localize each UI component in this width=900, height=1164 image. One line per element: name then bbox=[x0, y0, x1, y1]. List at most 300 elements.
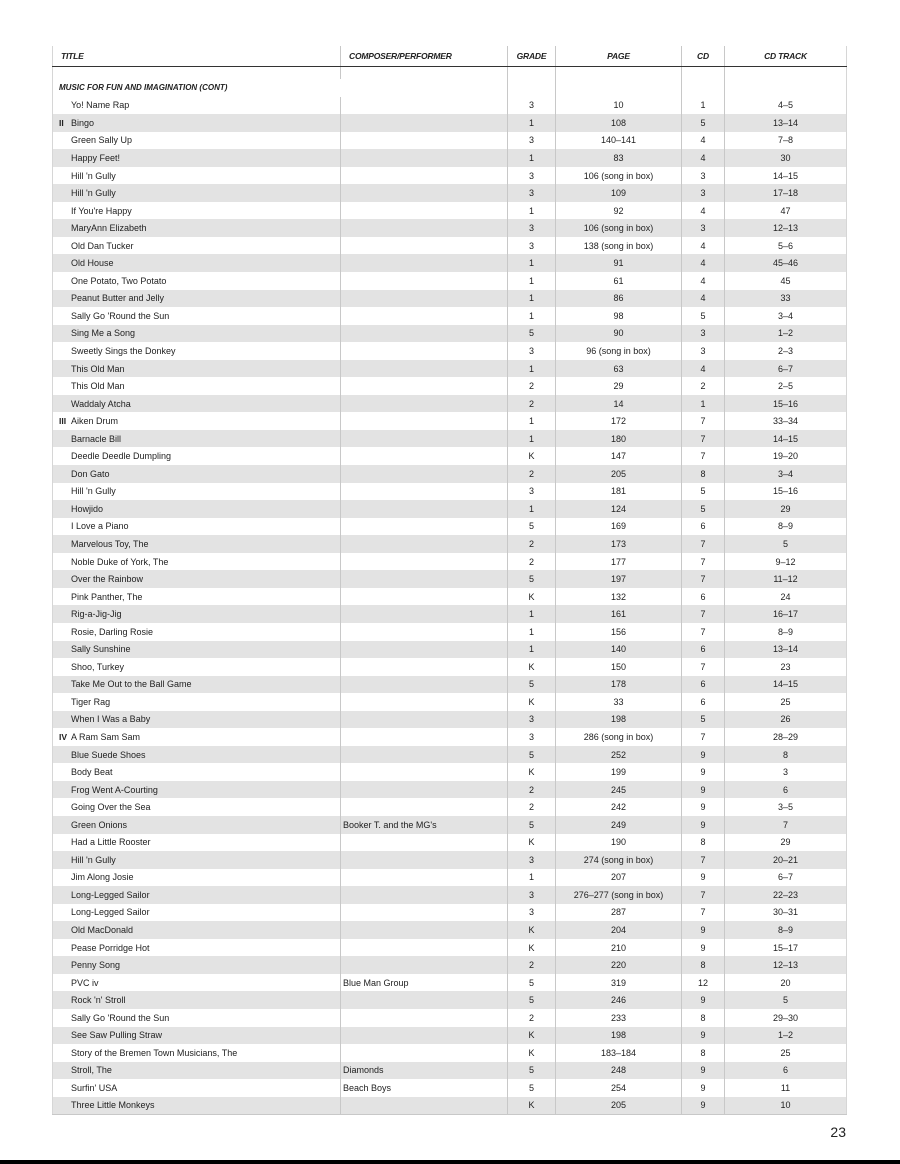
cell-page: 33 bbox=[556, 693, 682, 711]
table-row bbox=[53, 728, 847, 746]
cell-cd: 4 bbox=[682, 149, 725, 167]
cell-cd-track: 8 bbox=[725, 746, 847, 764]
cell-title bbox=[53, 974, 341, 992]
cell-cd-track: 28–29 bbox=[725, 728, 847, 746]
unit-numeral: IV bbox=[59, 732, 68, 742]
song-title: Old Dan Tucker bbox=[71, 240, 134, 251]
cell-cd: 7 bbox=[682, 658, 725, 676]
cell-title bbox=[53, 518, 341, 536]
cell-cd-track: 3–5 bbox=[725, 798, 847, 816]
cell-page: 249 bbox=[556, 816, 682, 834]
cell-page: 246 bbox=[556, 991, 682, 1009]
cell-composer bbox=[341, 535, 508, 553]
table-row bbox=[53, 1097, 847, 1115]
cell-composer bbox=[341, 184, 508, 202]
cell-cd: 5 bbox=[682, 307, 725, 325]
cell-cd-track: 8–9 bbox=[725, 921, 847, 939]
cell-cd-track: 12–13 bbox=[725, 219, 847, 237]
song-title: Bingo bbox=[71, 117, 95, 128]
cell-cd-track: 45 bbox=[725, 272, 847, 290]
song-title: Over the Rainbow bbox=[71, 574, 144, 585]
cell-title bbox=[53, 763, 341, 781]
song-title: Rock 'n' Stroll bbox=[71, 995, 126, 1006]
cell-cd: 12 bbox=[682, 974, 725, 992]
cell-cd-track: 6–7 bbox=[725, 869, 847, 887]
table-row bbox=[53, 588, 847, 606]
cell-title bbox=[53, 325, 341, 343]
cell-composer: Booker T. and the MG's bbox=[341, 816, 508, 834]
song-title: Pease Porridge Hot bbox=[71, 942, 150, 953]
cell-cd: 7 bbox=[682, 851, 725, 869]
cell-page: 161 bbox=[556, 605, 682, 623]
cell-cd: 9 bbox=[682, 1097, 725, 1115]
cell-cd: 7 bbox=[682, 605, 725, 623]
cell-grade: 2 bbox=[508, 781, 556, 799]
song-title: Jim Along Josie bbox=[71, 872, 134, 883]
table-row bbox=[53, 500, 847, 518]
song-title: One Potato, Two Potato bbox=[71, 275, 167, 286]
cell-cd: 3 bbox=[682, 167, 725, 185]
cell-page: 98 bbox=[556, 307, 682, 325]
cell-grade: K bbox=[508, 658, 556, 676]
song-title: Sing Me a Song bbox=[71, 328, 136, 339]
cell-composer bbox=[341, 465, 508, 483]
cell-composer bbox=[341, 377, 508, 395]
header-title: TITLE bbox=[53, 46, 341, 67]
song-title: Blue Suede Shoes bbox=[71, 749, 146, 760]
cell-cd: 1 bbox=[682, 97, 725, 115]
cell-cd-track: 25 bbox=[725, 693, 847, 711]
cell-cd: 8 bbox=[682, 1044, 725, 1062]
cell-cd-track: 33–34 bbox=[725, 412, 847, 430]
cell-composer bbox=[341, 605, 508, 623]
cell-title bbox=[53, 834, 341, 852]
cell-title bbox=[53, 430, 341, 448]
cell-grade: K bbox=[508, 921, 556, 939]
table-row bbox=[53, 132, 847, 150]
table-row bbox=[53, 254, 847, 272]
cell-composer bbox=[341, 991, 508, 1009]
cell-title bbox=[53, 184, 341, 202]
cell-composer bbox=[341, 114, 508, 132]
cell-grade: 5 bbox=[508, 570, 556, 588]
cell-cd: 7 bbox=[682, 447, 725, 465]
cell-cd: 3 bbox=[682, 342, 725, 360]
cell-composer bbox=[341, 939, 508, 957]
cell-title bbox=[53, 623, 341, 641]
cell-cd-track: 29–30 bbox=[725, 1009, 847, 1027]
cell-cd-track: 29 bbox=[725, 500, 847, 518]
cell-cd-track: 3–4 bbox=[725, 465, 847, 483]
cell-cd-track: 2–5 bbox=[725, 377, 847, 395]
cell-cd: 8 bbox=[682, 465, 725, 483]
table-row bbox=[53, 395, 847, 413]
cell-composer bbox=[341, 886, 508, 904]
table-row bbox=[53, 465, 847, 483]
cell-grade: 2 bbox=[508, 395, 556, 413]
table-row bbox=[53, 974, 847, 992]
song-title: If You're Happy bbox=[71, 205, 132, 216]
cell-title bbox=[53, 816, 341, 834]
song-title: See Saw Pulling Straw bbox=[71, 1030, 163, 1041]
cell-cd-track: 13–14 bbox=[725, 641, 847, 659]
cell-composer bbox=[341, 430, 508, 448]
cell-grade: 5 bbox=[508, 746, 556, 764]
song-title: Noble Duke of York, The bbox=[71, 556, 169, 567]
cell-page: 245 bbox=[556, 781, 682, 799]
cell-composer bbox=[341, 360, 508, 378]
cell-cd-track: 23 bbox=[725, 658, 847, 676]
table-row bbox=[53, 1044, 847, 1062]
cell-page: 178 bbox=[556, 676, 682, 694]
song-index-table-container bbox=[52, 46, 846, 1115]
cell-grade: 3 bbox=[508, 886, 556, 904]
song-title: Hill 'n Gully bbox=[71, 486, 116, 497]
cell-composer bbox=[341, 97, 508, 115]
cell-composer bbox=[341, 1097, 508, 1115]
song-index-table bbox=[52, 46, 847, 1115]
cell-cd: 3 bbox=[682, 325, 725, 343]
cell-title bbox=[53, 167, 341, 185]
cell-composer bbox=[341, 956, 508, 974]
table-row bbox=[53, 535, 847, 553]
cell-title bbox=[53, 570, 341, 588]
cell-composer bbox=[341, 1044, 508, 1062]
cell-page: 286 (song in box) bbox=[556, 728, 682, 746]
cell-title bbox=[53, 307, 341, 325]
cell-cd: 9 bbox=[682, 781, 725, 799]
cell-page: 177 bbox=[556, 553, 682, 571]
cell-cd-track: 2–3 bbox=[725, 342, 847, 360]
song-title: Yo! Name Rap bbox=[71, 100, 130, 111]
cell-title bbox=[53, 956, 341, 974]
cell-page: 83 bbox=[556, 149, 682, 167]
cell-cd: 7 bbox=[682, 886, 725, 904]
cell-cd: 7 bbox=[682, 623, 725, 641]
cell-cd-track: 7 bbox=[725, 816, 847, 834]
cell-cd: 9 bbox=[682, 939, 725, 957]
song-title: Rosie, Darling Rosie bbox=[71, 626, 154, 637]
cell-cd: 4 bbox=[682, 360, 725, 378]
table-row bbox=[53, 904, 847, 922]
cell-cd: 9 bbox=[682, 798, 725, 816]
header-page: PAGE bbox=[556, 46, 682, 67]
cell-cd-track: 11–12 bbox=[725, 570, 847, 588]
cell-title bbox=[53, 1044, 341, 1062]
cell-cd-track: 26 bbox=[725, 711, 847, 729]
cell-title bbox=[53, 1097, 341, 1115]
header-grade: GRADE bbox=[508, 46, 556, 67]
cell-title bbox=[53, 869, 341, 887]
section-row bbox=[53, 79, 847, 97]
cell-cd: 9 bbox=[682, 763, 725, 781]
cell-page: 140 bbox=[556, 641, 682, 659]
cell-title bbox=[53, 693, 341, 711]
cell-composer bbox=[341, 412, 508, 430]
cell-grade: 5 bbox=[508, 816, 556, 834]
cell-composer bbox=[341, 693, 508, 711]
cell-composer bbox=[341, 763, 508, 781]
table-row bbox=[53, 798, 847, 816]
song-title: Sally Go 'Round the Sun bbox=[71, 310, 170, 321]
cell-grade: K bbox=[508, 447, 556, 465]
page-number: 23 bbox=[830, 1124, 846, 1140]
cell-grade: 2 bbox=[508, 1009, 556, 1027]
header-cd: CD bbox=[682, 46, 725, 67]
table-row bbox=[53, 991, 847, 1009]
table-row bbox=[53, 570, 847, 588]
cell-cd-track: 15–16 bbox=[725, 395, 847, 413]
cell-composer bbox=[341, 325, 508, 343]
table-row bbox=[53, 658, 847, 676]
cell-page: 252 bbox=[556, 746, 682, 764]
table-row bbox=[53, 149, 847, 167]
cell-cd: 6 bbox=[682, 693, 725, 711]
cell-page: 242 bbox=[556, 798, 682, 816]
cell-composer bbox=[341, 711, 508, 729]
cell-composer bbox=[341, 676, 508, 694]
cell-composer bbox=[341, 237, 508, 255]
cell-title bbox=[53, 851, 341, 869]
song-title: Story of the Bremen Town Musicians, The bbox=[71, 1047, 238, 1058]
cell-page: 276–277 (song in box) bbox=[556, 886, 682, 904]
song-title: MaryAnn Elizabeth bbox=[71, 223, 147, 234]
table-row bbox=[53, 886, 847, 904]
cell-grade: K bbox=[508, 763, 556, 781]
cell-composer bbox=[341, 290, 508, 308]
cell-grade: 3 bbox=[508, 97, 556, 115]
table-row bbox=[53, 518, 847, 536]
cell-cd: 4 bbox=[682, 132, 725, 150]
cell-cd-track: 19–20 bbox=[725, 447, 847, 465]
song-title: Deedle Deedle Dumpling bbox=[71, 451, 172, 462]
cell-title bbox=[53, 290, 341, 308]
cell-cd: 9 bbox=[682, 1062, 725, 1080]
cell-title bbox=[53, 272, 341, 290]
cell-title bbox=[53, 746, 341, 764]
song-title: Happy Feet! bbox=[71, 152, 121, 163]
cell-grade: 5 bbox=[508, 325, 556, 343]
cell-grade: 5 bbox=[508, 518, 556, 536]
cell-grade: 3 bbox=[508, 167, 556, 185]
table-row bbox=[53, 377, 847, 395]
cell-title bbox=[53, 237, 341, 255]
cell-title bbox=[53, 605, 341, 623]
cell-page: 96 (song in box) bbox=[556, 342, 682, 360]
cell-cd: 3 bbox=[682, 184, 725, 202]
table-row bbox=[53, 219, 847, 237]
cell-composer bbox=[341, 342, 508, 360]
cell-cd: 6 bbox=[682, 676, 725, 694]
cell-cd-track: 24 bbox=[725, 588, 847, 606]
cell-page: 183–184 bbox=[556, 1044, 682, 1062]
cell-composer bbox=[341, 254, 508, 272]
cell-page: 169 bbox=[556, 518, 682, 536]
cell-composer: Diamonds bbox=[341, 1062, 508, 1080]
cell-grade: 3 bbox=[508, 851, 556, 869]
cell-cd-track: 5 bbox=[725, 535, 847, 553]
header-row bbox=[53, 46, 847, 67]
song-title: Body Beat bbox=[71, 767, 113, 778]
cell-page: 10 bbox=[556, 97, 682, 115]
table-row bbox=[53, 956, 847, 974]
song-title: Three Little Monkeys bbox=[71, 1100, 155, 1111]
cell-title bbox=[53, 465, 341, 483]
table-row bbox=[53, 97, 847, 115]
cell-grade: 1 bbox=[508, 869, 556, 887]
cell-grade: 1 bbox=[508, 430, 556, 448]
cell-cd-track: 30 bbox=[725, 149, 847, 167]
cell-cd: 4 bbox=[682, 290, 725, 308]
cell-grade: 1 bbox=[508, 114, 556, 132]
cell-grade: K bbox=[508, 834, 556, 852]
cell-composer bbox=[341, 518, 508, 536]
cell-cd-track: 10 bbox=[725, 1097, 847, 1115]
cell-page: 61 bbox=[556, 272, 682, 290]
cell-cd: 7 bbox=[682, 412, 725, 430]
table-row bbox=[53, 412, 847, 430]
song-title: Take Me Out to the Ball Game bbox=[71, 679, 192, 690]
cell-composer bbox=[341, 570, 508, 588]
cell-composer bbox=[341, 202, 508, 220]
cell-cd-track: 11 bbox=[725, 1079, 847, 1097]
cell-cd: 7 bbox=[682, 430, 725, 448]
song-title: Don Gato bbox=[71, 468, 110, 479]
cell-title bbox=[53, 535, 341, 553]
table-row bbox=[53, 711, 847, 729]
cell-title bbox=[53, 254, 341, 272]
cell-cd: 2 bbox=[682, 377, 725, 395]
cell-cd: 6 bbox=[682, 641, 725, 659]
cell-page: 205 bbox=[556, 465, 682, 483]
cell-title bbox=[53, 377, 341, 395]
cell-page: 108 bbox=[556, 114, 682, 132]
cell-grade: 3 bbox=[508, 342, 556, 360]
cell-grade: 5 bbox=[508, 1062, 556, 1080]
cell-composer bbox=[341, 395, 508, 413]
cell-grade: 5 bbox=[508, 676, 556, 694]
song-title: Hill 'n Gully bbox=[71, 188, 116, 199]
cell-cd: 7 bbox=[682, 728, 725, 746]
cell-cd: 8 bbox=[682, 956, 725, 974]
spacer-row bbox=[53, 67, 847, 80]
cell-title bbox=[53, 588, 341, 606]
table-row bbox=[53, 237, 847, 255]
cell-composer bbox=[341, 623, 508, 641]
cell-title bbox=[53, 132, 341, 150]
cell-title bbox=[53, 641, 341, 659]
song-title: Waddaly Atcha bbox=[71, 398, 131, 409]
cell-page: 150 bbox=[556, 658, 682, 676]
cell-page: 199 bbox=[556, 763, 682, 781]
table-row bbox=[53, 851, 847, 869]
cell-cd-track: 1–2 bbox=[725, 325, 847, 343]
cell-title bbox=[53, 114, 341, 132]
cell-cd-track: 5 bbox=[725, 991, 847, 1009]
song-title: Howjido bbox=[71, 503, 104, 514]
cell-title bbox=[53, 658, 341, 676]
cell-composer bbox=[341, 921, 508, 939]
table-row bbox=[53, 447, 847, 465]
song-title: Penny Song bbox=[71, 960, 121, 971]
cell-cd-track: 7–8 bbox=[725, 132, 847, 150]
song-title: Sally Go 'Round the Sun bbox=[71, 1012, 170, 1023]
cell-cd: 8 bbox=[682, 834, 725, 852]
cell-grade: 5 bbox=[508, 1079, 556, 1097]
cell-grade: K bbox=[508, 693, 556, 711]
table-row bbox=[53, 921, 847, 939]
cell-composer bbox=[341, 132, 508, 150]
cell-page: 172 bbox=[556, 412, 682, 430]
song-title: Surfin' USA bbox=[71, 1082, 118, 1093]
cell-page: 147 bbox=[556, 447, 682, 465]
cell-grade: 1 bbox=[508, 412, 556, 430]
cell-title bbox=[53, 412, 341, 430]
cell-grade: 1 bbox=[508, 290, 556, 308]
cell-composer: Blue Man Group bbox=[341, 974, 508, 992]
table-row bbox=[53, 167, 847, 185]
cell-cd-track: 33 bbox=[725, 290, 847, 308]
cell-grade: 1 bbox=[508, 272, 556, 290]
section-title: MUSIC FOR FUN AND IMAGINATION (CONT) bbox=[53, 79, 508, 97]
cell-cd: 4 bbox=[682, 237, 725, 255]
cell-title bbox=[53, 1027, 341, 1045]
cell-title bbox=[53, 500, 341, 518]
cell-cd-track: 14–15 bbox=[725, 167, 847, 185]
cell-cd-track: 45–46 bbox=[725, 254, 847, 272]
cell-grade: K bbox=[508, 1097, 556, 1115]
cell-title bbox=[53, 360, 341, 378]
cell-page: 254 bbox=[556, 1079, 682, 1097]
cell-composer bbox=[341, 641, 508, 659]
song-title: Stroll, The bbox=[71, 1065, 112, 1076]
cell-cd: 7 bbox=[682, 553, 725, 571]
cell-composer bbox=[341, 553, 508, 571]
cell-page: 14 bbox=[556, 395, 682, 413]
cell-page: 106 (song in box) bbox=[556, 219, 682, 237]
cell-title bbox=[53, 97, 341, 115]
cell-composer bbox=[341, 781, 508, 799]
cell-title bbox=[53, 921, 341, 939]
table-row bbox=[53, 1079, 847, 1097]
cell-page: 90 bbox=[556, 325, 682, 343]
cell-composer bbox=[341, 483, 508, 501]
cell-grade: 3 bbox=[508, 904, 556, 922]
song-title: Old House bbox=[71, 258, 114, 269]
cell-grade: 1 bbox=[508, 623, 556, 641]
table-row bbox=[53, 202, 847, 220]
cell-cd-track: 15–17 bbox=[725, 939, 847, 957]
cell-title bbox=[53, 1079, 341, 1097]
song-title: Aiken Drum bbox=[71, 416, 119, 427]
table-row bbox=[53, 483, 847, 501]
table-row bbox=[53, 834, 847, 852]
table-row bbox=[53, 1062, 847, 1080]
cell-page: 106 (song in box) bbox=[556, 167, 682, 185]
cell-grade: 1 bbox=[508, 307, 556, 325]
cell-cd-track: 6 bbox=[725, 1062, 847, 1080]
cell-composer bbox=[341, 728, 508, 746]
table-row bbox=[53, 272, 847, 290]
cell-cd: 9 bbox=[682, 1027, 725, 1045]
table-row bbox=[53, 553, 847, 571]
cell-grade: 1 bbox=[508, 202, 556, 220]
table-row bbox=[53, 360, 847, 378]
song-title: PVC iv bbox=[71, 977, 99, 988]
cell-cd-track: 12–13 bbox=[725, 956, 847, 974]
table-row bbox=[53, 114, 847, 132]
cell-page: 181 bbox=[556, 483, 682, 501]
